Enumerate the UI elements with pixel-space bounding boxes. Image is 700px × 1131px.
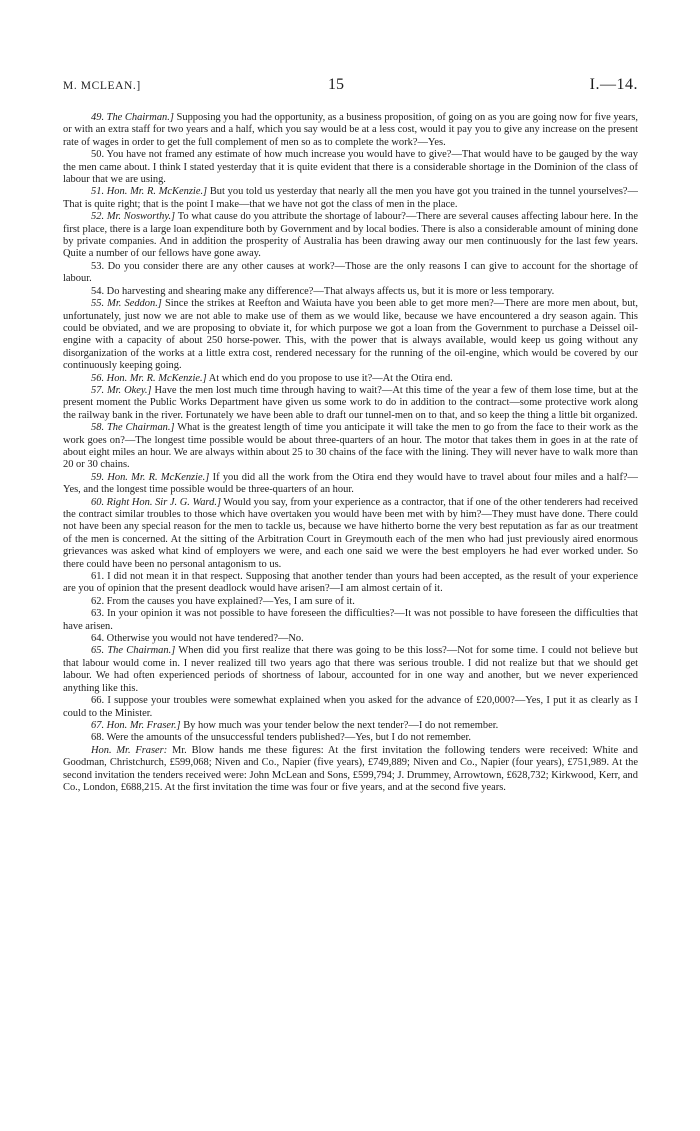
page-number: 15 bbox=[328, 76, 344, 93]
paragraph-66 bbox=[63, 695, 638, 720]
paragraph-57 bbox=[63, 385, 638, 422]
paragraph-text: But you told us yesterday that nearly all the men you have got you trained in the tunnel yourselves?—That is quite right; that is the point I make—that we have not got the class of men in the place. bbox=[63, 186, 638, 210]
paragraph-text: 66. I suppose your troubles were somewhat explained when you asked for the advance of £20,000?—Yes, I put it as clearly as I could to the Minister. bbox=[63, 695, 638, 719]
speaker-lead: 55. Mr. Seddon.] bbox=[91, 298, 162, 310]
paragraph-50 bbox=[63, 149, 638, 186]
paragraph-text: 61. I did not mean it in that respect. Supposing that another tender than yours had been accepted, as the result of your experience are you of opinion that the present deadlock would have arisen?—I am almost certain of it. bbox=[63, 571, 638, 595]
paragraph-text: At which end do you propose to use it?—At the Otira end. bbox=[206, 372, 453, 384]
speaker-lead: 52. Mr. Nosworthy.] bbox=[91, 211, 176, 223]
header-witness-name: M. MCLEAN.] bbox=[63, 80, 141, 92]
document-page bbox=[63, 76, 638, 794]
paragraph-text: 68. Were the amounts of the unsuccessful tenders published?—Yes, but I do not remember. bbox=[91, 732, 471, 744]
speaker-lead: 67. Hon. Mr. Fraser.] bbox=[91, 719, 181, 731]
speaker-lead: Hon. Mr. Fraser: bbox=[91, 744, 168, 756]
paragraph-54 bbox=[63, 286, 638, 298]
paragraph-text: 62. From the causes you have explained?—Yes, I am sure of it. bbox=[91, 595, 355, 607]
paragraph-65 bbox=[63, 645, 638, 695]
document-body bbox=[63, 112, 638, 794]
paragraph-61 bbox=[63, 571, 638, 596]
paragraph-text: By how much was your tender below the next tender?—I do not remember. bbox=[180, 719, 499, 731]
paragraph-text: If you did all the work from the Otira end they would have to travel about four miles and a half?—Yes, and the longest time possible would be three-quarters of an hour. bbox=[63, 471, 638, 496]
paragraph-53 bbox=[63, 261, 638, 286]
speaker-lead: 60. Right Hon. Sir J. G. Ward.] bbox=[91, 496, 221, 508]
paragraph-text: 64. Otherwise you would not have tendered?—No. bbox=[91, 633, 304, 645]
paragraph-63 bbox=[63, 608, 638, 633]
paragraph-text: What is the greatest length of time you anticipate it will take the men to go from the face to their work as the work goes on?—The longest time possible would be about three-quarters of an hour. The motor that takes them in goes in at the rate of about eight miles an hour. We are always within about 25 to 30 chains of the face with the lining. They will never have to walk more than 20 or 30 chains. bbox=[63, 422, 638, 471]
speaker-lead: 56. Hon. Mr. R. McKenzie.] bbox=[91, 372, 207, 384]
paragraph-tender-figures bbox=[63, 745, 638, 795]
paragraph-59 bbox=[63, 472, 638, 497]
paragraph-text: 54. Do harvesting and shearing make any difference?—That always affects us, but it is more or less temporary. bbox=[91, 285, 555, 297]
header-paper-reference: I.—14. bbox=[589, 76, 638, 93]
paragraph-text: Would you say, from your experience as a contractor, that if one of the other tenderers had received the contract similar troubles to those which have overtaken you would have been met with by him?—They must have done. There could not have been any special reason for the men to tackle us, because we have hitherto borne the very best reputation as far as our treatment of the men is concerned. At the sitting of the Arbitration Court in Greymouth each of the men who had just previously aired enormous grievances was asked what kind of employers we were, and each one said we were the best employers he had ever worked under. So there could have been no personal antagonism to us. bbox=[63, 496, 638, 570]
paragraph-49 bbox=[63, 112, 638, 149]
paragraph-67 bbox=[63, 720, 638, 732]
paragraph-64 bbox=[63, 633, 638, 645]
paragraph-text: 50. You have not framed any estimate of how much increase you would have to give?—That would have to be gauged by the way the men came about. I think I stated yesterday that it is quite evident that there is a considerable shortage in the Dominion of the class of labour that we are using. bbox=[63, 149, 638, 186]
speaker-lead: 51. Hon. Mr. R. McKenzie.] bbox=[91, 186, 208, 198]
page-header bbox=[63, 76, 638, 96]
paragraph-52 bbox=[63, 211, 638, 261]
speaker-lead: 57. Mr. Okey.] bbox=[91, 384, 152, 396]
paragraph-text: Supposing you had the opportunity, as a business proposition, of going on as you are going now for five years, or with an extra staff for two years and a half, which you say would be at a less cost, would it pay you to give any increase on the present rate of wages in order to get the full complement of men so as to complete the work?—Yes. bbox=[63, 112, 638, 148]
paragraph-51 bbox=[63, 186, 638, 211]
paragraph-text: Have the men lost much time through having to wait?—At this time of the year a few of them lose time, but at the present moment the Public Works Department have given us some work to do in addition to the contract—some protective work along the railway bank in the river. Fortunately we have been able to draft our tunnel-men on to that, and so keep the thing a little bit organized. bbox=[63, 384, 638, 421]
paragraph-text: 53. Do you consider there are any other causes at work?—Those are the only reasons I can give to account for the shortage of labour. bbox=[63, 260, 638, 285]
speaker-lead: 59. Hon. Mr. R. McKenzie.] bbox=[91, 471, 210, 483]
paragraph-text: When did you first realize that there was going to be this loss?—Not for some time. I could not believe but that labour would come in. I never realized till two years ago that there was serious trouble. I did not realize but that we should get labour. We had often experienced periods of shortness of labour, accounted for in one way and another, but we never experienced anything like this. bbox=[63, 645, 638, 694]
paragraph-56 bbox=[63, 373, 638, 385]
speaker-lead: 58. The Chairman.] bbox=[91, 422, 175, 434]
paragraph-62 bbox=[63, 596, 638, 608]
paragraph-58 bbox=[63, 422, 638, 472]
speaker-lead: 49. The Chairman.] bbox=[91, 112, 174, 123]
paragraph-text: 63. In your opinion it was not possible to have foreseen the difficulties?—It was not possible to have foreseen the difficulties that have arisen. bbox=[63, 608, 638, 632]
paragraph-68 bbox=[63, 732, 638, 744]
paragraph-text: To what cause do you attribute the shortage of labour?—There are several causes affecting labour here. In the first place, there is a large loan expenditure both by Government and by local bodies. There is also a considerable amount of mining done by private companies. And in addition the prosperity of Australia has been drawing away our men continuously for the last few years. Quite a number of our fellows have gone away. bbox=[63, 211, 638, 260]
paragraph-text: Since the strikes at Reefton and Waiuta have you been able to get more men?—There are more men about, but, unfortunately, just now we are not able to make use of them as we would like, because we have encountered a dry season again. This could be obviated, and we are proposing to obviate it, for which purpose we got a loan from the Government to purchase a Deissel oil-engine with a capacity of about 250 horse-power. This, with the power that is always available, would keep us going without any disorganization of the works at a little extra cost, rendered necessary for the running of the oil-engine, which would be covered by our continuously keeping going. bbox=[63, 298, 639, 372]
paragraph-text: Mr. Blow hands me these figures: At the first invitation the following tenders were received: White and Goodman, Christchurch, £599,068; Niven and Co., Napier (five years), £749,889; Niven and Co., Napier (four years), £751,989. At the second invitation the tenders received were: John McLean and Sons, £599,794; J. Drummey, Arrowtown, £628,732; Kirkwood, Kerr, and Co., London, £688,215. At the first invitation the time was four or five years, and at the second five years. bbox=[63, 744, 638, 793]
paragraph-60 bbox=[63, 497, 638, 571]
paragraph-55 bbox=[63, 298, 638, 372]
speaker-lead: 65. The Chairman.] bbox=[91, 645, 176, 657]
